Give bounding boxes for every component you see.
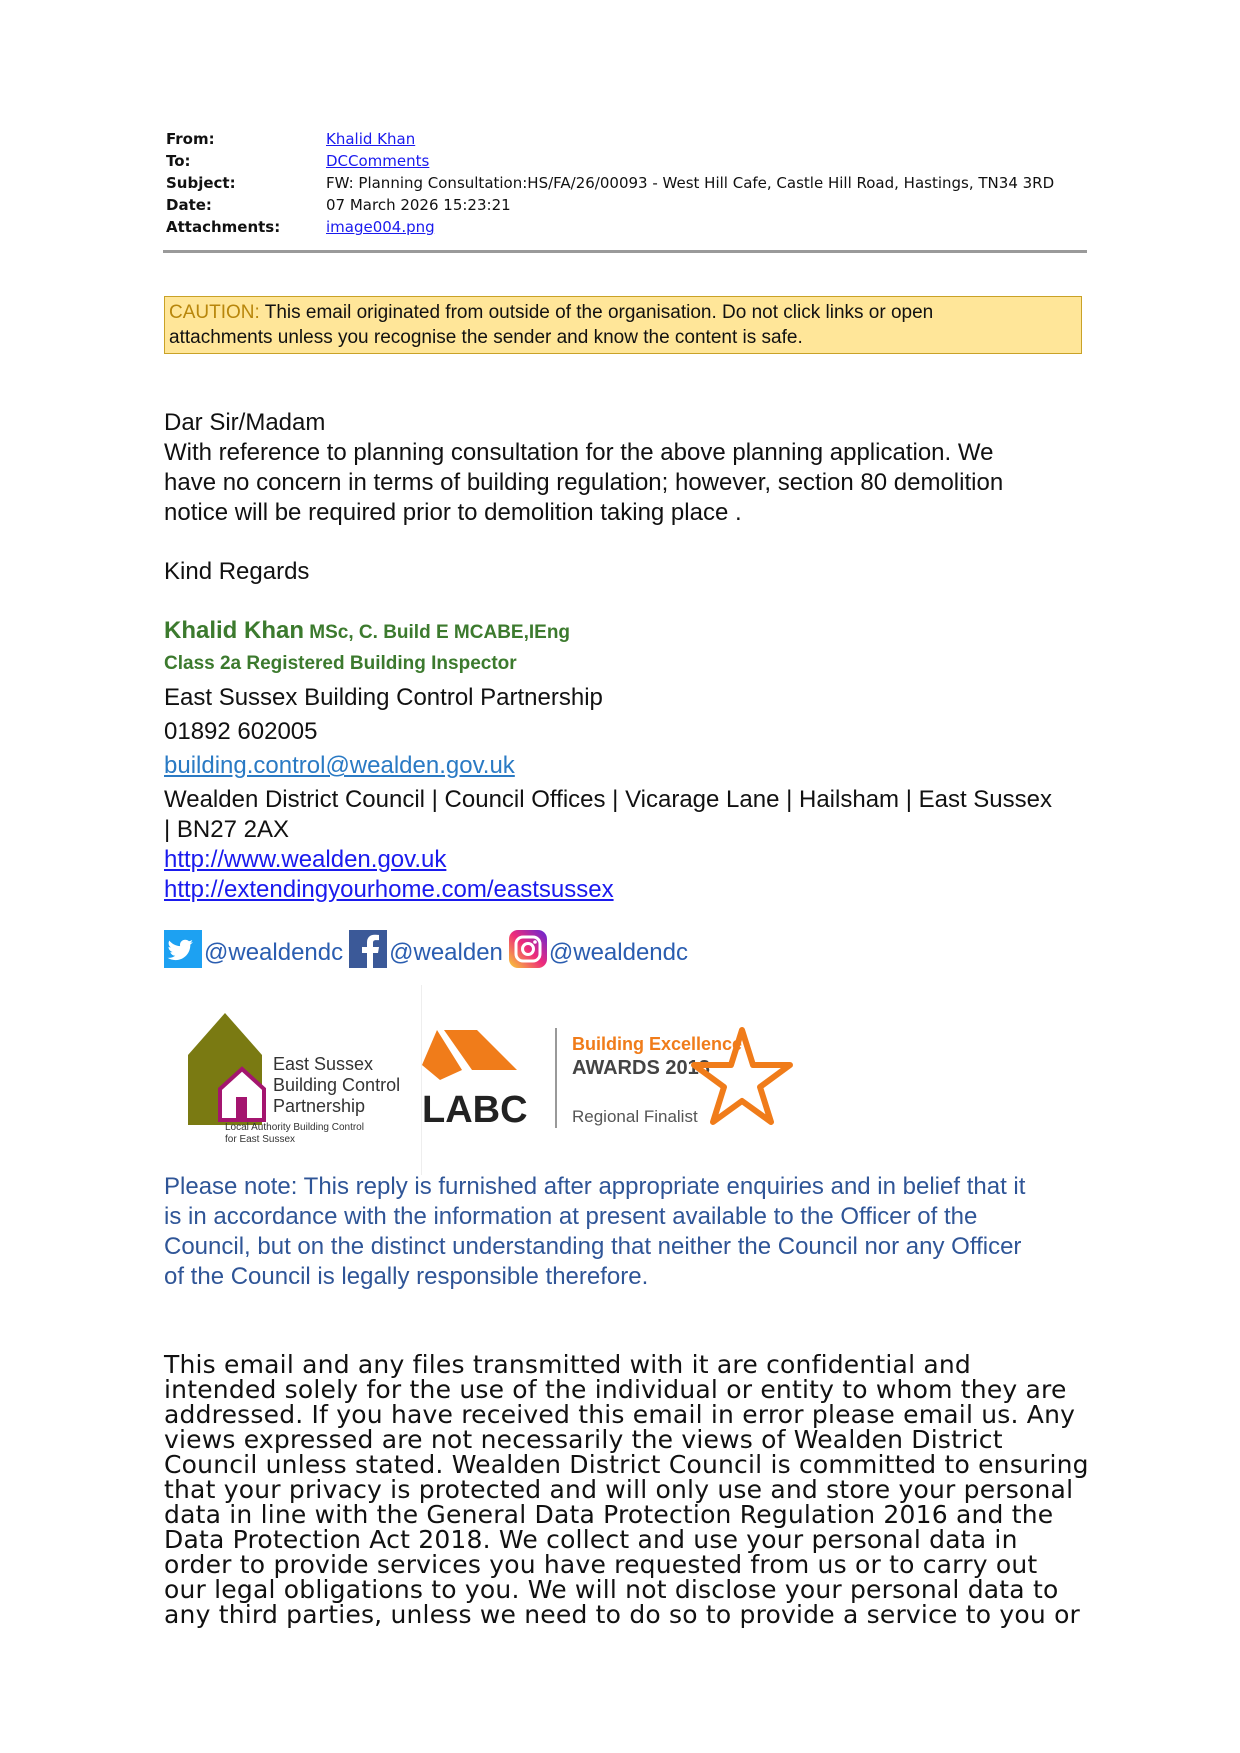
disclaimer-line: that your privacy is protected and will only use and store your personal: [164, 1475, 1074, 1504]
signature-qualifications: MSc, C. Build E MCABE,IEng: [304, 622, 571, 643]
subject-value: FW: Planning Consultation:HS/FA/26/00093 - West Hill Cafe, Castle Hill Road, Hastings, TN34 3RD: [326, 174, 1055, 192]
attachments-row: [166, 216, 1086, 238]
from-row: [166, 128, 1086, 150]
note-line-4: of the Council is legally responsible therefore.: [164, 1263, 649, 1290]
signature-name: [164, 616, 570, 648]
caution-text-1: This email originated from outside of the organisation. Do not click links or open: [259, 302, 934, 323]
email-header: [166, 128, 1086, 238]
to-link[interactable]: DCComments: [326, 152, 430, 170]
greeting: Dar Sir/Madam: [164, 409, 326, 436]
extending-home-link[interactable]: http://extendingyourhome.com/eastsussex: [164, 876, 614, 903]
body-line-2: have no concern in terms of building regulation; however, section 80 demolition: [164, 469, 1004, 496]
twitter-icon[interactable]: [164, 930, 202, 968]
please-note: [164, 1172, 1084, 1292]
labc-award-logo: [422, 1010, 812, 1160]
subject-row: [166, 172, 1086, 194]
subject-label: Subject:: [166, 174, 236, 192]
caution-line-1: [169, 300, 1077, 325]
caution-banner: [164, 296, 1082, 354]
esbcp-text-2: Building Control: [273, 1075, 401, 1095]
from-label: From:: [166, 130, 215, 148]
sign-off: Kind Regards: [164, 558, 310, 585]
attachments-label: Attachments:: [166, 218, 281, 236]
date-row: [166, 194, 1086, 216]
esbcp-text-1: East Sussex: [273, 1054, 374, 1074]
disclaimer-line: intended solely for the use of the individual or entity to whom they are: [164, 1375, 1067, 1404]
to-label: To:: [166, 152, 191, 170]
attachment-link[interactable]: image004.png: [326, 218, 435, 236]
esbcp-text-3: Partnership: [273, 1096, 366, 1116]
award-finalist: Regional Finalist: [572, 1107, 698, 1126]
note-line-1: Please note: This reply is furnished after appropriate enquiries and in belief that it: [164, 1173, 1026, 1200]
disclaimer-line: This email and any files transmitted with it are confidential and: [164, 1350, 972, 1379]
disclaimer-line: Data Protection Act 2018. We collect and use your personal data in: [164, 1525, 1018, 1554]
esbcp-subtext-1: Local Authority Building Control: [225, 1122, 364, 1133]
facebook-icon[interactable]: [349, 930, 387, 968]
note-line-3: Council, but on the distinct understanding that neither the Council nor any Officer: [164, 1233, 1022, 1260]
esbcp-subtext-2: for East Sussex: [225, 1134, 296, 1145]
caution-line-2: attachments unless you recognise the sender and know the content is safe.: [169, 327, 803, 348]
confidentiality-disclaimer: [164, 1352, 1104, 1627]
disclaimer-line: views expressed are not necessarily the views of Wealden District: [164, 1425, 1003, 1454]
award-title: Building Excellence: [572, 1034, 743, 1054]
header-divider: [163, 250, 1087, 253]
date-value: 07 March 2026 15:23:21: [326, 196, 511, 214]
caution-label: CAUTION:: [169, 302, 260, 323]
body-line-3: notice will be required prior to demolition taking place .: [164, 499, 742, 526]
body-paragraph: [164, 438, 1084, 528]
disclaimer-line: any third parties, unless we need to do so to provide a service to you or: [164, 1600, 1081, 1629]
disclaimer-line: our legal obligations to you. We will not disclose your personal data to: [164, 1575, 1059, 1604]
social-links: [164, 924, 694, 968]
instagram-handle[interactable]: @wealdendc: [548, 939, 689, 966]
disclaimer-line: data in line with the General Data Protection Regulation 2016 and the: [164, 1500, 1054, 1529]
signature-organisation: East Sussex Building Control Partnership: [164, 684, 603, 711]
twitter-handle[interactable]: @wealdendc: [204, 939, 344, 966]
labc-text: LABC: [422, 1089, 528, 1131]
signature-address: Wealden District Council | Council Offices | Vicarage Lane | Hailsham | East Sussex | BN27 2AX: [164, 786, 1052, 843]
instagram-icon[interactable]: [509, 930, 547, 968]
from-link[interactable]: Khalid Khan: [326, 130, 416, 148]
signature-name-text: Khalid Khan: [164, 617, 305, 644]
disclaimer-line: addressed. If you have received this email in error please email us. Any: [164, 1400, 1076, 1429]
esbcp-logo: [163, 985, 422, 1175]
award-year: AWARDS 2018: [572, 1057, 710, 1079]
disclaimer-line: Council unless stated. Wealden District Council is committed to ensuring: [164, 1450, 1089, 1479]
note-line-2: is in accordance with the information at present available to the Officer of the: [164, 1203, 978, 1230]
signature-phone: 01892 602005: [164, 718, 318, 745]
body-line-1: With reference to planning consultation for the above planning application. We: [164, 439, 994, 466]
signature-email-link[interactable]: building.control@wealden.gov.uk: [164, 752, 515, 779]
to-row: [166, 150, 1086, 172]
wealden-website-link[interactable]: http://www.wealden.gov.uk: [164, 846, 447, 873]
date-label: Date:: [166, 196, 212, 214]
facebook-handle[interactable]: @wealden: [389, 939, 503, 966]
disclaimer-line: order to provide services you have requested from us or to carry out: [164, 1550, 1038, 1579]
signature-role: Class 2a Registered Building Inspector: [164, 653, 517, 674]
